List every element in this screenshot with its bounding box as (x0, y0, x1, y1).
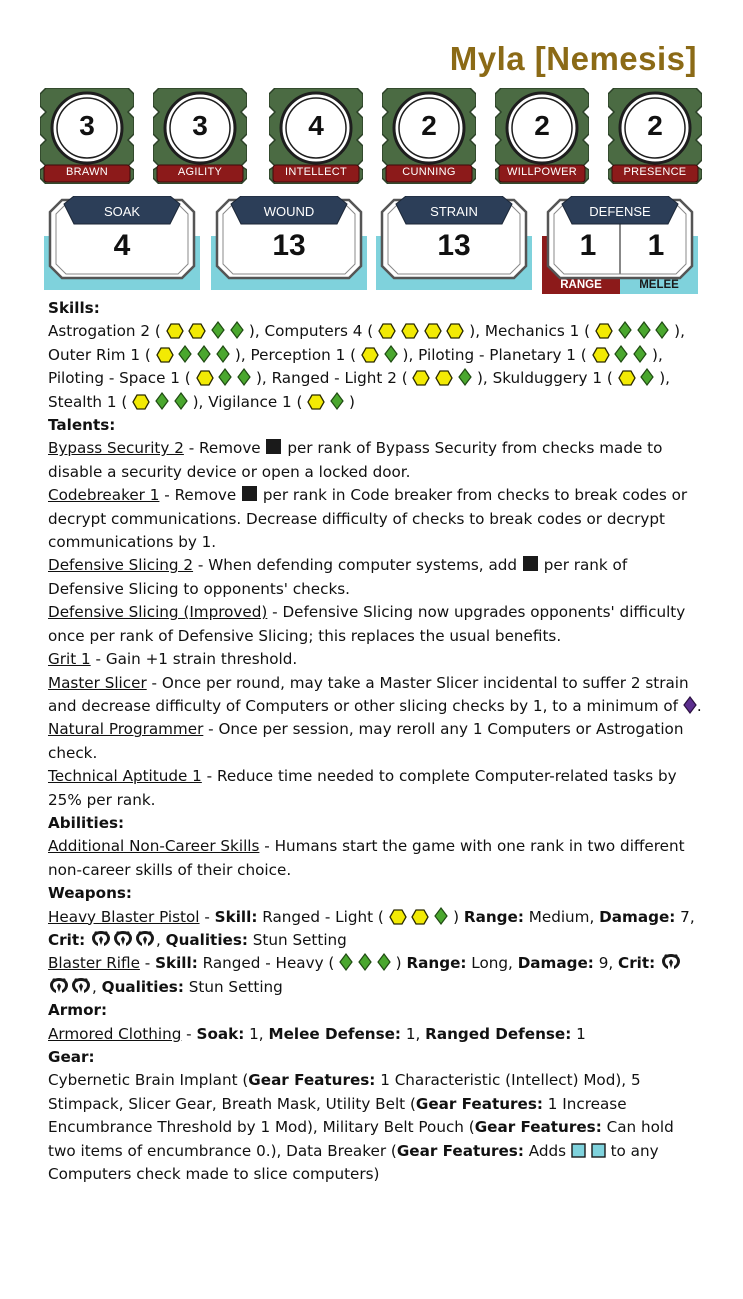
difficulty-die-icon (683, 696, 697, 714)
armor-melee-label: Melee Defense: (268, 1024, 402, 1043)
ability-die-icon (178, 345, 192, 363)
talents-heading: Talents: (48, 416, 116, 435)
proficiency-die-icon (412, 370, 430, 386)
talent-text: Gain +1 strain threshold. (105, 650, 298, 669)
proficiency-die-icon (435, 370, 453, 386)
ability-text: Humans start the game with one rank in two different non-career skills of their choice. (48, 837, 685, 879)
ability-die-icon (216, 345, 230, 363)
characteristic-value: 3 (79, 110, 95, 141)
talent-text: Defensive Slicing now upgrades opponents' difficulty once per rank of Defensive Slicing; this replaces the usual benefits. (48, 603, 686, 645)
weapon-range-label: Range: (463, 907, 524, 926)
gear-features-label: Gear Features: (248, 1071, 376, 1090)
talent-text: per rank in Code breaker from checks to break codes or decrypt communications. Decrease difficulty of checks to break codes or decrypt communications by 1. (48, 486, 688, 552)
weapon-crit-label: Crit: (618, 954, 656, 973)
weapon-qualities: Stun Setting (252, 930, 347, 949)
defense-melee-label: MELEE (639, 279, 679, 291)
proficiency-die-icon (595, 323, 613, 339)
gear-features-label: Gear Features: (474, 1118, 602, 1137)
triumph-crit-icon (48, 976, 70, 995)
weapon-damage-label: Damage: (599, 907, 676, 926)
talent-text: . (696, 696, 702, 715)
defense-melee-value: 1 (647, 229, 665, 262)
skill-perception: Perception 1 (250, 345, 346, 364)
weapon-range: Medium, (528, 907, 595, 926)
soak-box (44, 196, 200, 290)
weapon-name: Heavy Blaster Pistol (48, 907, 200, 926)
proficiency-die-icon (196, 370, 214, 386)
triumph-crit-icon (112, 929, 134, 948)
proficiency-die-icon (592, 347, 610, 363)
talent-entry: Bypass Security 2 - Remove per rank of Bypass Security from checks made to disable a security device or open a locked door. (48, 439, 663, 481)
gear-list (48, 1069, 703, 1186)
characteristic-value: 2 (534, 110, 550, 141)
talent-name: Master Slicer (48, 673, 147, 692)
talent-text: Once per round, may take a Master Slicer incidental to suffer 2 strain and decrease difficulty of Computers or other slicing checks by 1, to a minimum of (48, 673, 689, 715)
talent-text: Reduce time needed to complete Computer-related tasks by 25% per rank. (48, 767, 677, 809)
armor-name: Armored Clothing (48, 1024, 182, 1043)
weapons-heading: Weapons: (48, 884, 132, 903)
skill-skulduggery: Skulduggery 1 (492, 369, 602, 388)
skills-list: Astrogation 2 ( ), Computers 4 ( ), Mechanics 1 ( ), Outer Rim 1 ( ), Perception 1 ( ), Piloting - Planetary 1 ( ), Piloting - Space 1 ( ), Ranged - Light 2 ( ), Skulduggery 1 ( ), Stealth 1 ( ), Vigilance 1 ( ) (48, 322, 685, 411)
characteristic-label: PRESENCE (623, 166, 687, 178)
gear-text: Cybernetic Brain Implant ( (48, 1071, 249, 1090)
weapon-damage-label: Damage: (517, 954, 594, 973)
ability-die-icon (237, 368, 251, 386)
setback-die-icon (241, 485, 258, 502)
weapon-qualities-label: Qualities: (101, 977, 184, 996)
ability-die-icon (155, 392, 169, 410)
weapon-range-label: Range: (406, 954, 467, 973)
gear-text: Can hold two items of encumbrance 0.), Data Breaker ( (48, 1118, 674, 1160)
characteristic-value: 3 (192, 110, 208, 141)
ability-die-icon (358, 953, 372, 971)
talent-text: When defending computer systems, add (208, 556, 518, 575)
proficiency-die-icon (188, 323, 206, 339)
characteristic-willpower (495, 88, 589, 184)
proficiency-die-icon (411, 909, 429, 925)
characteristic-label: BRAWN (65, 166, 109, 178)
triumph-crit-icon (70, 976, 92, 995)
weapon-name: Blaster Rifle (48, 954, 140, 973)
triumph-crit-icon (90, 929, 112, 948)
weapon-skill-label: Skill: (214, 907, 258, 926)
proficiency-die-icon (618, 370, 636, 386)
ability-die-icon (458, 368, 472, 386)
skill-vigilance: Vigilance 1 (208, 392, 292, 411)
defense-range-value: 1 (579, 229, 597, 262)
boost-die-icon (591, 1143, 606, 1158)
characteristic-intellect (269, 88, 363, 184)
talent-entry: Defensive Slicing 2 - When defending computer systems, add per rank of Defensive Slicing to opponents' checks. (48, 556, 628, 598)
proficiency-die-icon (378, 323, 396, 339)
talent-name: Technical Aptitude 1 (48, 767, 202, 786)
ability-name: Additional Non-Career Skills (48, 837, 260, 856)
weapon-skill: Ranged - Heavy (202, 954, 324, 973)
skill-mechanics: Mechanics 1 (484, 322, 580, 341)
weapon-damage: 7, (680, 907, 695, 926)
talent-name: Defensive Slicing 2 (48, 556, 194, 575)
derived-attributes-row (44, 196, 704, 296)
armor-soak: 1, (249, 1024, 264, 1043)
gear-text: to any Computers check made to slice computers) (48, 1141, 659, 1184)
ability-die-icon (618, 321, 632, 339)
ability-die-icon (384, 345, 398, 363)
talent-text: per rank of Bypass Security from checks made to disable a security device or open a locked door. (48, 439, 663, 481)
weapon-qualities-label: Qualities: (165, 930, 248, 949)
ability-die-icon (218, 368, 232, 386)
talent-entry: Grit 1 - Gain +1 strain threshold. (48, 650, 298, 669)
characteristic-cunning (382, 88, 476, 184)
gear-text: 1 Increase Encumbrance Threshold by 1 Mod), Military Belt Pouch ( (48, 1094, 627, 1137)
defense-box (542, 196, 698, 290)
ability-entry: Additional Non-Career Skills - Humans start the game with one rank in two different non-career skills of their choice. (48, 837, 685, 879)
defense-range-label: RANGE (560, 279, 602, 291)
strain-box (376, 196, 532, 290)
talent-entry: Natural Programmer - Once per session, may reroll any 1 Computers or Astrogation check. (48, 720, 684, 762)
ability-die-icon (377, 953, 391, 971)
armor-entry: Armored Clothing - Soak: 1, Melee Defense: 1, Ranged Defense: 1 (48, 1024, 586, 1043)
setback-die-icon (522, 555, 539, 572)
soak-label: SOAK (103, 204, 141, 219)
proficiency-die-icon (166, 323, 184, 339)
talent-text: Remove (174, 486, 237, 505)
strain-value: 13 (437, 229, 471, 262)
weapon-skill-label: Skill: (155, 954, 198, 973)
soak-value: 4 (113, 229, 131, 262)
weapon-crit-label: Crit: (48, 930, 86, 949)
gear-features-label: Gear Features: (415, 1094, 543, 1113)
wound-label: WOUND (263, 204, 315, 219)
characteristic-brawn (40, 88, 134, 184)
gear-heading: Gear: (48, 1048, 95, 1066)
proficiency-die-icon (307, 394, 325, 410)
talent-name: Codebreaker 1 (48, 486, 160, 505)
ability-die-icon (211, 321, 225, 339)
ability-die-icon (637, 321, 651, 339)
proficiency-die-icon (446, 323, 464, 339)
stat-block-text (48, 297, 703, 1186)
ability-die-icon (655, 321, 669, 339)
characteristic-label: AGILITY (177, 166, 223, 178)
ability-die-icon (434, 907, 448, 925)
talent-entry: Master Slicer - Once per round, may take a Master Slicer incidental to suffer 2 strain and decrease difficulty of Computers or other slicing checks by 1, to a minimum of . (48, 673, 702, 715)
proficiency-die-icon (132, 394, 150, 410)
ability-die-icon (197, 345, 211, 363)
talent-text: per rank of Defensive Slicing to opponents' checks. (48, 556, 628, 598)
weapon-skill: Ranged - Light (262, 907, 374, 926)
wound-value: 13 (272, 229, 306, 262)
boost-die-icon (571, 1143, 586, 1158)
gear-text: 1 Characteristic (Intellect) Mod), 5 Stimpack, Slicer Gear, Breath Mask, Utility Belt ( (48, 1071, 641, 1113)
armor-melee: 1, (405, 1024, 421, 1043)
weapon-entry: Heavy Blaster Pistol - Skill: Ranged - Light ( ) Range: Medium, Damage: 7, Crit: , Qualities: Stun Setting (48, 907, 695, 949)
setback-die-icon (265, 438, 282, 455)
characteristic-value: 4 (308, 110, 324, 141)
weapon-entry: Blaster Rifle - Skill: Ranged - Heavy ( ) Range: Long, Damage: 9, Crit: , Qualities: Stun Setting (48, 952, 703, 999)
ability-die-icon (633, 345, 647, 363)
triumph-crit-icon (134, 929, 156, 948)
characteristic-label: WILLPOWER (507, 166, 577, 178)
triumph-crit-icon (660, 952, 682, 971)
characteristic-value: 2 (421, 110, 437, 141)
characteristic-agility (153, 88, 247, 184)
skill-outer-rim: Outer Rim 1 (48, 345, 141, 364)
proficiency-die-icon (424, 323, 442, 339)
armor-heading: Armor: (48, 1001, 108, 1020)
skill-ranged-light: Ranged - Light 2 (271, 369, 397, 388)
talent-name: Natural Programmer (48, 720, 204, 739)
talent-text: Remove (199, 439, 261, 458)
armor-ranged-label: Ranged Defense: (425, 1024, 572, 1043)
talent-entry: Defensive Slicing (Improved) - Defensive Slicing now upgrades opponents' difficulty once per rank of Defensive Slicing; this replaces the usual benefits. (48, 603, 686, 645)
proficiency-die-icon (361, 347, 379, 363)
ability-die-icon (230, 321, 244, 339)
armor-soak-label: Soak: (196, 1024, 245, 1043)
characteristics-row (40, 88, 700, 184)
ability-die-icon (614, 345, 628, 363)
characteristic-presence (608, 88, 702, 184)
talent-text: Once per session, may reroll any 1 Computers or Astrogation check. (48, 720, 684, 762)
skill-piloting-space: Piloting - Space 1 (48, 369, 180, 388)
characteristic-label: CUNNING (402, 166, 456, 178)
ability-die-icon (640, 368, 654, 386)
armor-ranged: 1 (576, 1024, 586, 1043)
talent-entry: Codebreaker 1 - Remove per rank in Code breaker from checks to break codes or decrypt communications. Decrease difficulty of checks to break codes or decrypt communications by 1. (48, 486, 688, 552)
talent-entry: Technical Aptitude 1 - Reduce time needed to complete Computer-related tasks by 25% per rank. (48, 767, 677, 809)
skill-computers: Computers 4 (264, 322, 363, 341)
proficiency-die-icon (401, 323, 419, 339)
skills-heading: Skills: (48, 299, 100, 317)
skill-piloting-planetary: Piloting - Planetary 1 (418, 345, 576, 364)
defense-label: DEFENSE (589, 204, 651, 219)
skill-astrogation: Astrogation 2 (48, 322, 150, 341)
skill-stealth: Stealth 1 (48, 392, 117, 411)
ability-die-icon (339, 953, 353, 971)
weapon-damage: 9, (598, 954, 614, 973)
gear-text: Adds (528, 1141, 567, 1160)
talent-name: Defensive Slicing (Improved) (48, 603, 268, 622)
talent-name: Grit 1 (48, 650, 91, 669)
ability-die-icon (330, 392, 344, 410)
talent-name: Bypass Security 2 (48, 439, 184, 458)
proficiency-die-icon (156, 347, 174, 363)
strain-label: STRAIN (430, 204, 478, 219)
weapon-range: Long, (471, 954, 513, 973)
weapon-qualities: Stun Setting (188, 977, 283, 996)
gear-features-label: Gear Features: (396, 1141, 524, 1160)
abilities-heading: Abilities: (48, 813, 125, 832)
ability-die-icon (174, 392, 188, 410)
characteristic-label: INTELLECT (285, 166, 347, 178)
wound-box (211, 196, 367, 290)
characteristic-value: 2 (647, 110, 663, 141)
character-name: Myla [Nemesis] (449, 40, 697, 77)
proficiency-die-icon (389, 909, 407, 925)
